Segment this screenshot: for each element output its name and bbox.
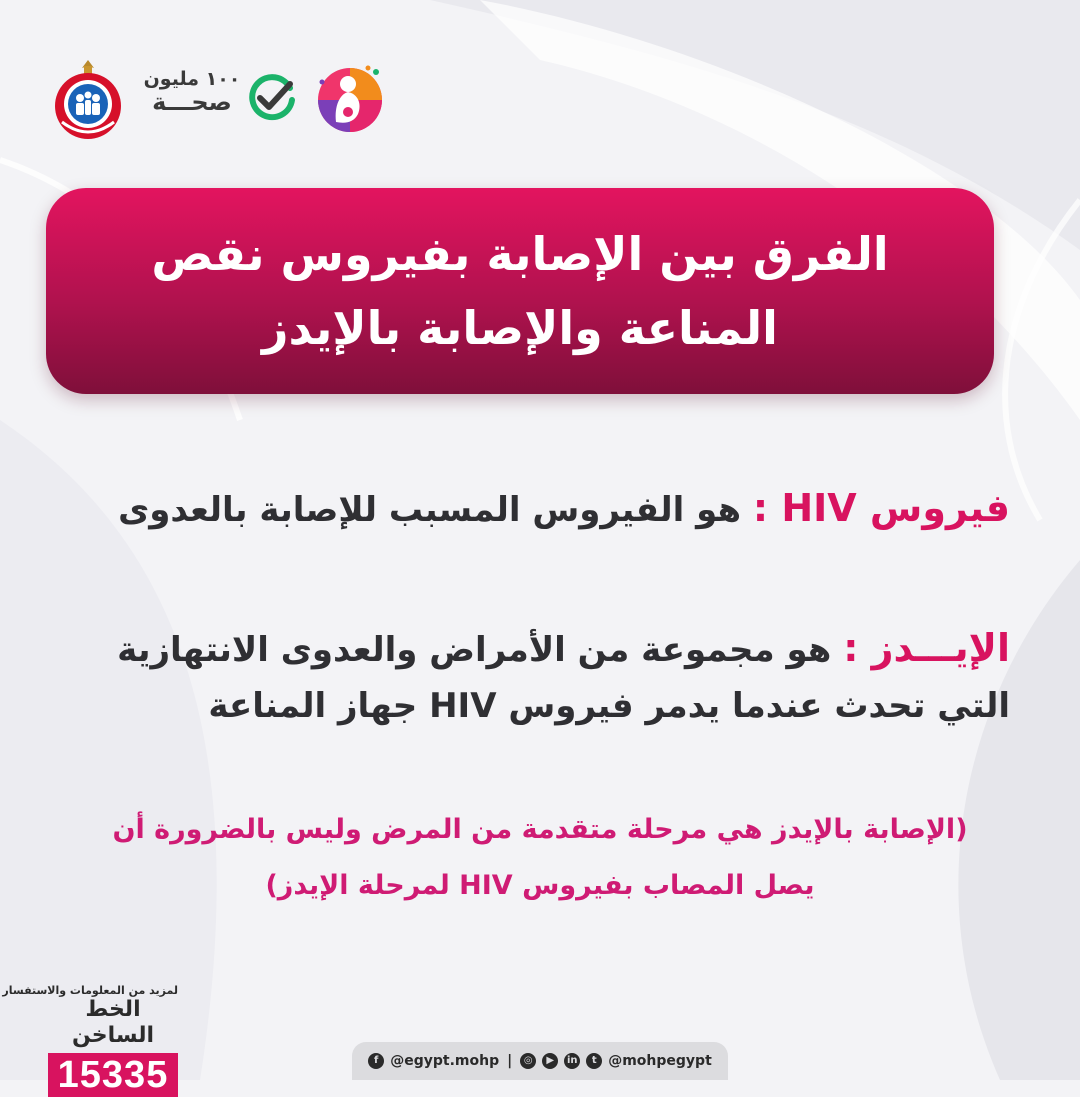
hundred-million-line2: صحـــة xyxy=(152,87,232,116)
aids-definition xyxy=(117,620,1010,734)
aids-definition-line2: التي تحدث عندما يدمر فيروس HIV جهاز المناعة xyxy=(208,686,1010,726)
instagram-icon[interactable]: ◎ xyxy=(520,1053,536,1069)
hiv-definition-text: هو الفيروس المسبب للإصابة بالعدوى xyxy=(118,490,753,530)
aids-definition-line1 xyxy=(117,626,1010,670)
hundred-million-health-logo xyxy=(140,70,300,126)
twitter-icon[interactable]: t xyxy=(586,1053,602,1069)
other-handle[interactable]: @mohpegypt xyxy=(608,1053,712,1069)
title-banner xyxy=(46,188,994,394)
hundred-million-text xyxy=(140,70,244,115)
linkedin-icon[interactable]: in xyxy=(564,1053,580,1069)
hotline-title: الخط الساخن xyxy=(71,997,155,1048)
ministry-of-health-logo xyxy=(52,58,124,142)
checkmark-icon xyxy=(246,74,296,122)
note-line1: (الإصابة بالإيدز هي مرحلة متقدمة من المرض وليس بالضرورة أن xyxy=(112,814,968,845)
title-line-1: الفرق بين الإصابة بفيروس نقص xyxy=(151,227,889,281)
title-line-2: المناعة والإصابة بالإيدز xyxy=(262,301,778,355)
hiv-term: فيروس HIV : xyxy=(752,486,1010,530)
hotline-number[interactable]: 15335 xyxy=(48,1053,178,1097)
facebook-handle[interactable]: @egypt.mohp xyxy=(390,1053,500,1069)
aids-definition-text: هو مجموعة من الأمراض والعدوى الانتهازية xyxy=(117,630,844,670)
social-bar xyxy=(352,1042,728,1080)
youtube-icon[interactable]: ▶ xyxy=(542,1053,558,1069)
note-line2: يصل المصاب بفيروس HIV لمرحلة الإيدز) xyxy=(265,870,815,901)
women-health-initiative-logo xyxy=(312,62,386,136)
note xyxy=(40,802,1040,914)
aids-term: الإيـــدز : xyxy=(843,626,1010,670)
hiv-definition xyxy=(118,478,1010,540)
hotline-info: لمزيد من المعلومات والاستفسار xyxy=(2,984,178,997)
hotline xyxy=(2,984,178,1097)
social-separator: | xyxy=(507,1053,513,1069)
hundred-million-line1: ١٠٠ مليون xyxy=(143,68,241,90)
facebook-icon[interactable]: f xyxy=(368,1053,384,1069)
